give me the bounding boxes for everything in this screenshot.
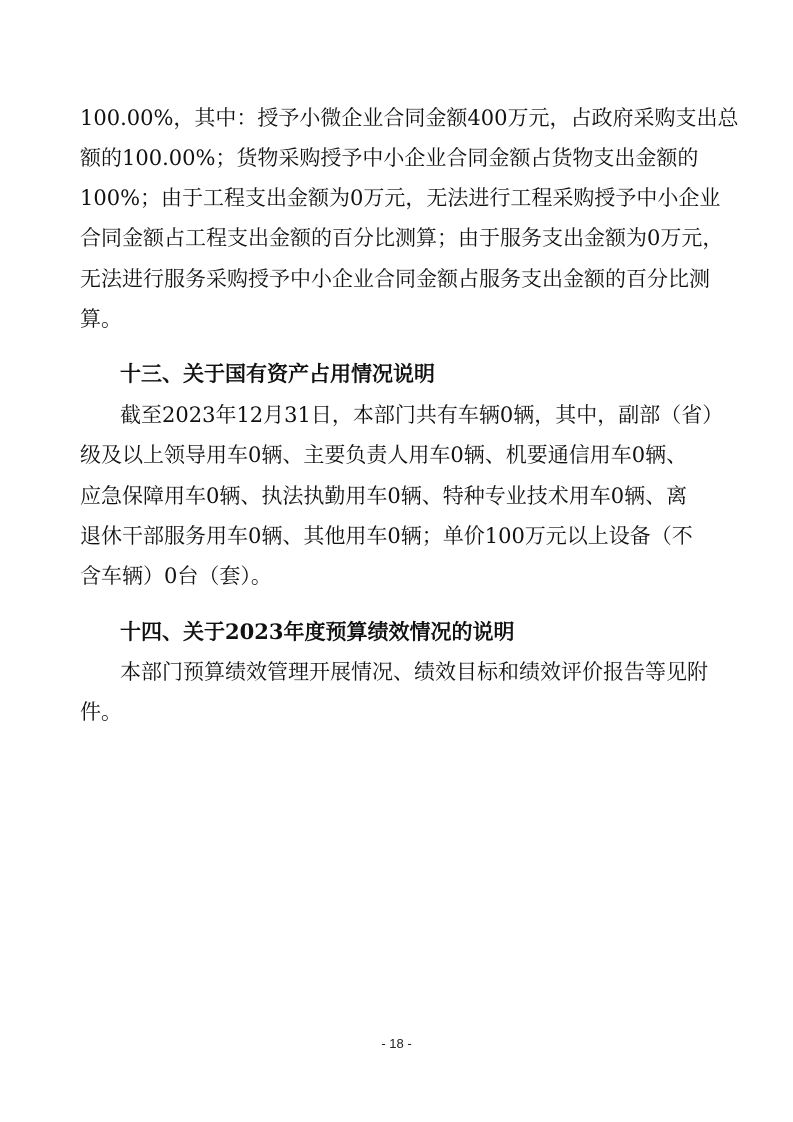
- procurement-paragraph-line-3: 100%；由于工程支出金额为0万元，无法进行工程采购授予中小企业: [80, 186, 721, 210]
- performance-paragraph-line-1: 本部门预算绩效管理开展情况、绩效目标和绩效评价报告等见附: [120, 660, 708, 684]
- procurement-paragraph-line-2: 额的100.00%；货物采购授予中小企业合同金额占货物支出金额的: [80, 146, 699, 170]
- procurement-paragraph-line-1: 100.00%，其中：授予小微企业合同金额400万元，占政府采购支出总: [80, 106, 739, 130]
- procurement-paragraph-line-6: 算。: [80, 307, 122, 331]
- assets-paragraph-line-1: 截至2023年12月31日，本部门共有车辆0辆，其中，副部（省）: [120, 403, 724, 427]
- assets-paragraph-line-2: 级及以上领导用车0辆、主要负责人用车0辆、机要通信用车0辆、: [80, 443, 688, 467]
- section-heading-14: 十四、关于2023年度预算绩效情况的说明: [120, 619, 515, 644]
- page-number: - 18 -: [381, 1036, 412, 1051]
- assets-paragraph-line-5: 含车辆）0台（套）。: [80, 564, 272, 588]
- procurement-paragraph-line-4: 合同金额占工程支出金额的百分比测算；由于服务支出金额为0万元，: [80, 226, 724, 250]
- assets-paragraph-line-4: 退休干部服务用车0辆、其他用车0辆；单价100万元以上设备（不: [80, 524, 693, 548]
- section-heading-13: 十三、关于国有资产占用情况说明: [120, 361, 435, 386]
- performance-paragraph-line-2: 件。: [80, 700, 122, 724]
- assets-paragraph-line-3: 应急保障用车0辆、执法执勤用车0辆、特种专业技术用车0辆、离: [80, 484, 688, 508]
- procurement-paragraph-line-5: 无法进行服务采购授予中小企业合同金额占服务支出金额的百分比测: [80, 267, 710, 291]
